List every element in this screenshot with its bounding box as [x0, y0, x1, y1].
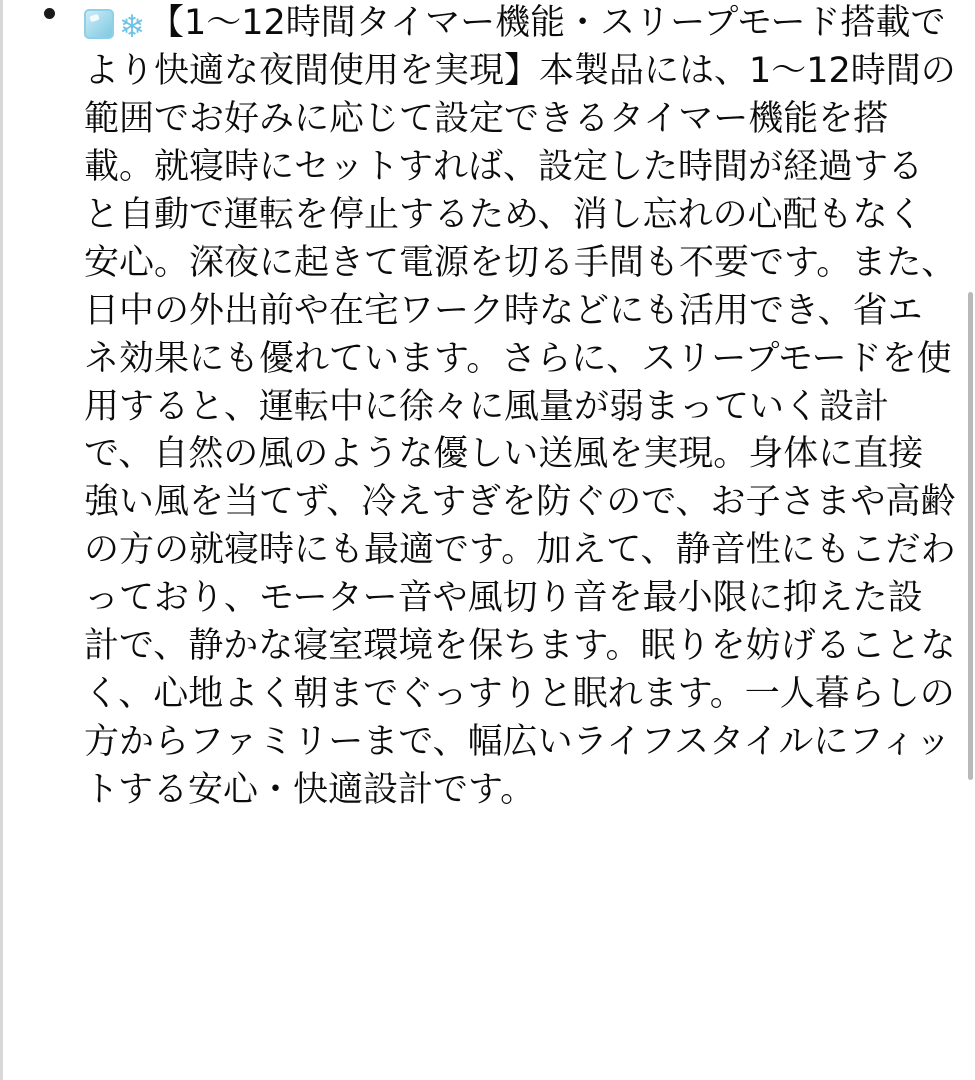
feature-paragraph: [84, 0, 957, 815]
bullet-point-icon: [44, 8, 55, 19]
ice-cube-icon: [84, 9, 114, 39]
feature-paragraph-text: 【1〜12時間タイマー機能・スリープモード搭載でより快適な夜間使用を実現】本製品には、1〜12時間の範囲でお好みに応じて設定できるタイマー機能を搭載。就寝時にセットすれば、設定した時間が経過すると自動で運転を停止するため、消し忘れの心配もなく安心。深夜に起きて電源を切る手間も不要です。また、日中の外出前や在宅ワーク時などにも活用でき、省エネ効果にも優れています。さらに、スリープモードを使用すると、運転中に徐々に風量が弱まっていく設計で、自然の風のような優しい送風を実現。身体に直接強い風を当てず、冷えすぎを防ぐので、お子さまや高齢の方の就寝時にも最適です。加えて、静音性にもこだわっており、モーター音や風切り音を最小限に抑えた設計で、静かな寝室環境を保ちます。眠りを妨げることなく、心地よく朝までぐっすりと眠れます。一人暮らしの方からファミリーまで、幅広いライフスタイルにフィットする安心・快適設計です。: [84, 3, 957, 810]
snowflake-icon: ❄: [119, 9, 147, 45]
emoji-run: [84, 3, 149, 45]
scrollbar-thumb[interactable]: [968, 292, 973, 780]
vertical-scrollbar[interactable]: [967, 0, 975, 1080]
